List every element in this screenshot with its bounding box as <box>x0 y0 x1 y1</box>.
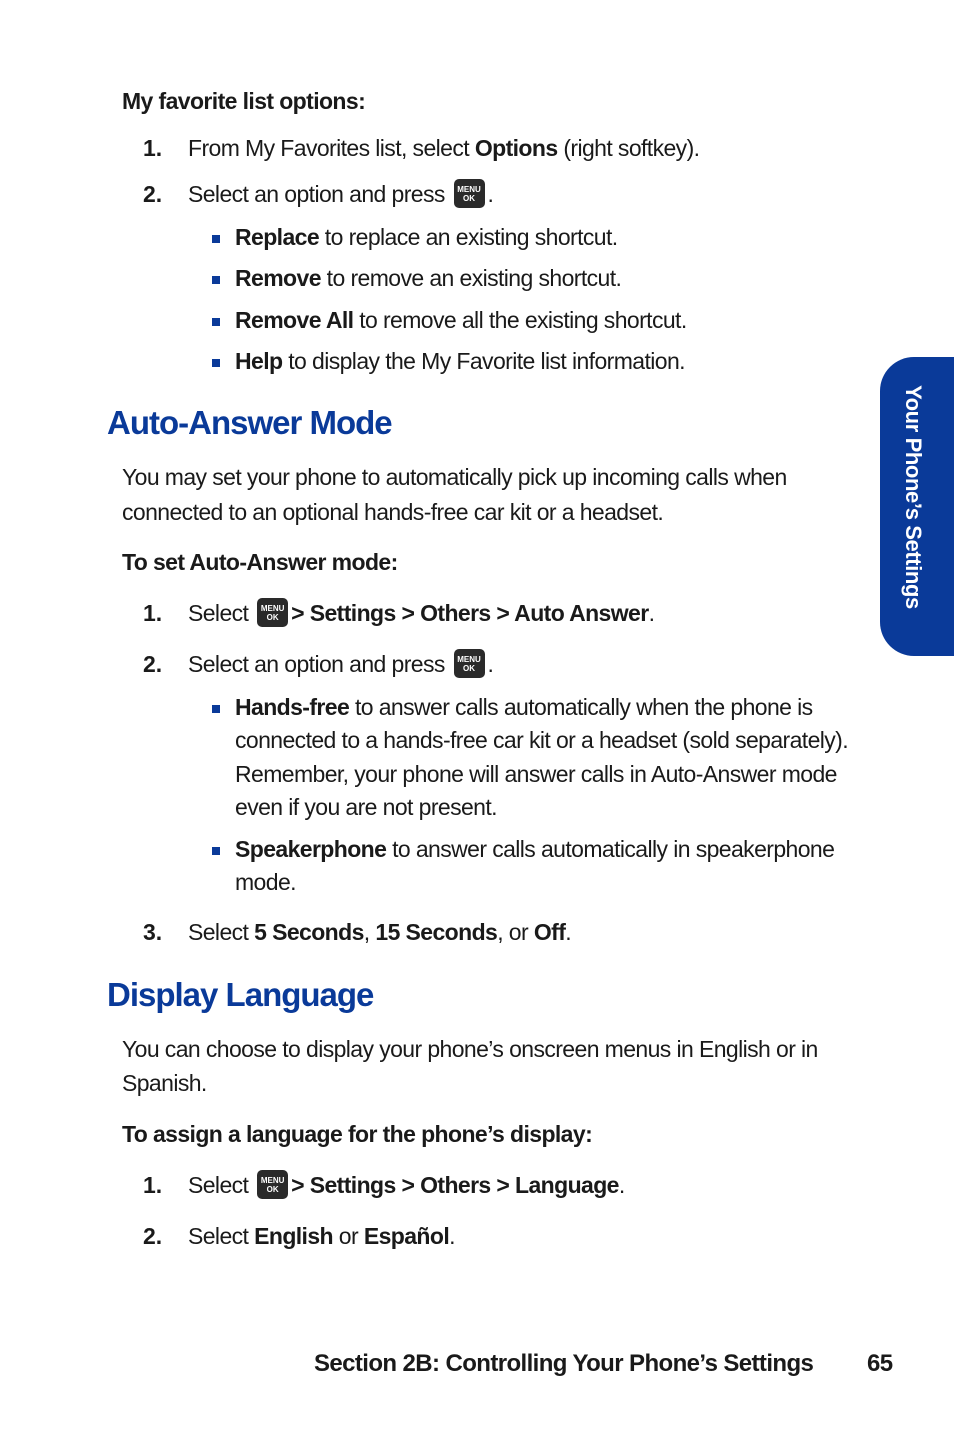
step-text: . <box>487 181 494 207</box>
favorites-options-heading: My favorite list options: <box>122 88 366 114</box>
display-language-para-line: Spanish. <box>122 1070 207 1096</box>
menu-path: > Settings > Others > Language <box>291 1172 619 1198</box>
bullet-icon <box>212 847 220 855</box>
step-number: 1. <box>143 600 163 626</box>
menu-ok-key-icon: MENU OK <box>454 179 485 208</box>
auto-answer-para-line: You may set your phone to automatically pick up incoming calls when <box>122 464 787 490</box>
step-number: 1. <box>143 135 163 161</box>
auto-step-2: Select an option and press MENU OK . <box>188 651 494 677</box>
step-number: 2. <box>143 181 163 207</box>
display-language-subheading: To assign a language for the phone’s display: <box>122 1121 593 1147</box>
step-text: From My Favorites list, select <box>188 135 475 161</box>
bullet-icon <box>212 276 220 284</box>
footer-section-title: Section 2B: Controlling Your Phone’s Settings <box>314 1350 814 1377</box>
fav-step-1 <box>188 132 699 165</box>
bullet-icon <box>212 318 220 326</box>
page-number: 65 <box>867 1350 893 1377</box>
step-text: (right softkey). <box>557 135 700 161</box>
bullet-item: Help to display the My Favorite list information. <box>235 348 685 374</box>
bullet-icon <box>212 705 220 713</box>
options-keyword: Options <box>474 135 558 161</box>
step-number: 3. <box>143 919 163 945</box>
bullet-icon <box>212 359 220 367</box>
menu-ok-key-icon: MENU OK <box>454 649 485 678</box>
bullet-item: Remove All to remove all the existing shortcut. <box>235 307 687 333</box>
auto-answer-title: Auto-Answer Mode <box>107 404 392 441</box>
bullet-item: Speakerphone to answer calls automatically in speakerphone <box>235 836 835 862</box>
menu-path: > Settings > Others > Auto Answer <box>291 600 649 626</box>
menu-ok-key-icon: MENU OK <box>257 1170 288 1199</box>
lang-step-2: Select English or Español. <box>188 1223 455 1249</box>
fav-step-2 <box>188 178 493 211</box>
bullet-item-line: mode. <box>235 869 296 895</box>
auto-step-1: Select MENU OK > Settings > Others > Auto Answer. <box>188 600 655 626</box>
bullet-item-line: connected to a hands-free car kit or a headset (sold separately). <box>235 727 849 753</box>
bullet-item-line: even if you are not present. <box>235 794 497 820</box>
bullet-item: Remove to remove an existing shortcut. <box>235 265 622 291</box>
display-language-title: Display Language <box>107 976 374 1013</box>
step-number: 1. <box>143 1172 163 1198</box>
auto-step-3: Select 5 Seconds, 15 Seconds, or Off. <box>188 919 572 945</box>
step-number: 2. <box>143 1223 163 1249</box>
step-number: 2. <box>143 651 163 677</box>
bullet-item-line: Remember, your phone will answer calls in Auto-Answer mode <box>235 761 837 787</box>
step-text: Select an option and press <box>188 181 451 207</box>
menu-ok-key-icon: MENU OK <box>257 598 288 627</box>
bullet-icon <box>212 235 220 243</box>
lang-step-1: Select MENU OK > Settings > Others > Language. <box>188 1172 625 1198</box>
bullet-item: Hands-free to answer calls automatically when the phone is <box>235 694 813 720</box>
display-language-para-line: You can choose to display your phone’s onscreen menus in English or in <box>122 1036 818 1062</box>
side-tab-label: Your Phone’s Settings <box>901 385 926 609</box>
auto-answer-subheading: To set Auto-Answer mode: <box>122 549 398 575</box>
auto-answer-para-line: connected to an optional hands-free car kit or a headset. <box>122 499 664 525</box>
bullet-item: Replace to replace an existing shortcut. <box>235 224 618 250</box>
